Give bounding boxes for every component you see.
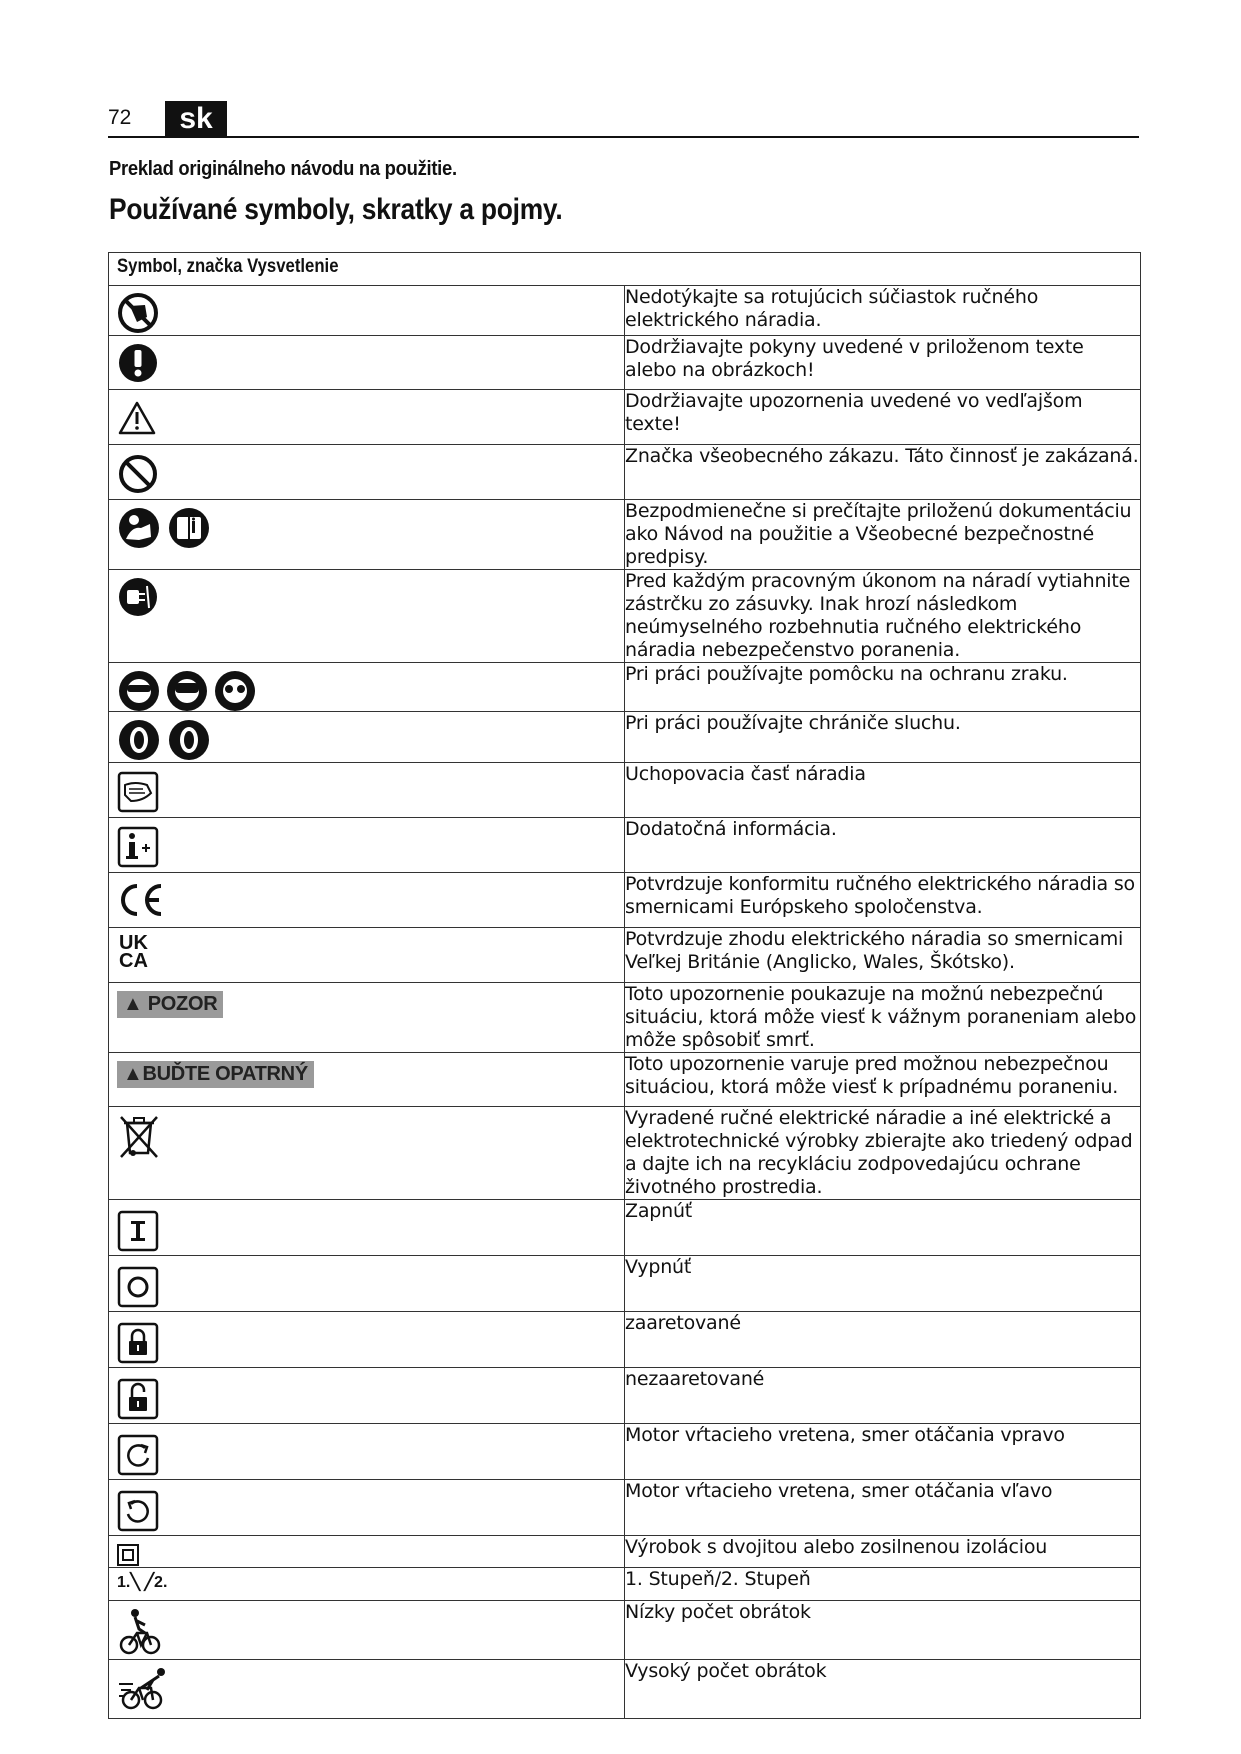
- warning-badge-icon: ▲ POZOR: [117, 991, 223, 1018]
- row-text: Nedotýkajte sa rotujúcich súčiastok ručného elektrického náradia.: [625, 286, 1141, 336]
- table-row: [109, 873, 1141, 928]
- caution-badge-icon: ▲BUĎTE OPATRNÝ: [117, 1061, 314, 1088]
- row-text: Uchopovacia časť náradia: [625, 763, 1141, 818]
- double-insulation-icon: [117, 1544, 139, 1566]
- table-row: [109, 663, 1141, 712]
- row-text: zaaretované: [625, 1312, 1141, 1368]
- unlocked-icon: [117, 1378, 159, 1420]
- table-row: [109, 1424, 1141, 1480]
- row-text: Vysoký počet obrátok: [625, 1660, 1141, 1719]
- table-row: [109, 1312, 1141, 1368]
- table-row: [109, 445, 1141, 500]
- grip-area-icon: [117, 771, 159, 813]
- locked-icon: [117, 1322, 159, 1364]
- eye-protection-icon: [117, 669, 259, 713]
- table-row: [109, 1368, 1141, 1424]
- row-text: Dodatočná informácia.: [625, 818, 1141, 873]
- power-on-icon: [117, 1210, 159, 1252]
- table-row: [109, 928, 1141, 983]
- row-text: Potvrdzuje konformitu ručného elektrického náradia so smernicami Európskeho spoločenstva.: [625, 873, 1141, 928]
- table-row: [109, 1053, 1141, 1107]
- table-row: [109, 1480, 1141, 1536]
- ce-mark-icon: [117, 881, 165, 919]
- page-title: Používané symboly, skratky a pojmy.: [109, 193, 563, 226]
- rotate-right-icon: [117, 1434, 159, 1476]
- row-text: nezaaretované: [625, 1368, 1141, 1424]
- read-manual-icon: [117, 506, 213, 550]
- table-row: [109, 1601, 1141, 1660]
- row-text: Motor vŕtacieho vretena, smer otáčania vľavo: [625, 1480, 1141, 1536]
- table-row: [109, 983, 1141, 1053]
- weee-bin-icon: [117, 1113, 161, 1159]
- document-subtitle: Preklad originálneho návodu na použitie.: [109, 158, 457, 180]
- warning-triangle-icon: [117, 400, 157, 436]
- row-text: Potvrdzuje zhodu elektrického náradia so smernicami Veľkej Británie (Anglicko, Wales, Škótsko).: [625, 928, 1141, 983]
- table-row: [109, 818, 1141, 873]
- gear-steps-icon: 1.╲ ╱2.: [117, 1574, 168, 1591]
- row-text: Pri práci používajte pomôcku na ochranu zraku.: [625, 663, 1141, 712]
- row-text: Toto upozornenie varuje pred možnou nebezpečnou situáciou, ktorá môže viesť k prípadnému poraneniu.: [625, 1053, 1141, 1107]
- table-row: [109, 763, 1141, 818]
- row-text: Pred každým pracovným úkonom na náradí vytiahnite zástrčku zo zásuvky. Inak hrozí následkom neúmyselného rozbehnutia ručného elektrického náradia nebezpečenstvo poranenia.: [625, 570, 1141, 663]
- table-header: Symbol, značka Vysvetlenie: [109, 253, 1141, 286]
- row-text: Výrobok s dvojitou alebo zosilnenou izoláciou: [625, 1536, 1141, 1568]
- table-row: [109, 336, 1141, 390]
- table-header-row: [109, 253, 1141, 286]
- table-row: [109, 1200, 1141, 1256]
- page-number: 72: [108, 106, 132, 129]
- row-text: Vyradené ručné elektrické náradie a iné elektrické a elektrotechnické výrobky zbierajte ako triedený odpad a dajte ich na recykláciu zodpovedajúcu ochrane životného prostredia.: [625, 1107, 1141, 1200]
- prohibition-icon: [117, 453, 159, 495]
- low-speed-bicycle-icon: [117, 1607, 163, 1657]
- high-speed-bicycle-icon: [117, 1666, 173, 1712]
- row-text: Dodržiavajte upozornenia uvedené vo vedľajšom texte!: [625, 390, 1141, 445]
- table-row: [109, 570, 1141, 663]
- row-text: Bezpodmienečne si prečítajte priloženú dokumentáciu ako Návod na použitie a Všeobecné bezpečnostné predpisy.: [625, 500, 1141, 570]
- table-row: [109, 500, 1141, 570]
- row-text: Vypnúť: [625, 1256, 1141, 1312]
- table-row: [109, 286, 1141, 336]
- table-row: [109, 712, 1141, 763]
- table-row: [109, 1256, 1141, 1312]
- table-row: [109, 1660, 1141, 1719]
- row-text: Značka všeobecného zákazu. Táto činnosť je zakázaná.: [625, 445, 1141, 500]
- mandatory-exclamation-icon: [117, 342, 159, 384]
- header-rule: [108, 136, 1139, 138]
- power-off-icon: [117, 1266, 159, 1308]
- ukca-mark-icon: UK CA: [119, 932, 148, 972]
- language-tag: sk: [165, 101, 227, 136]
- no-touch-rotating-icon: [117, 292, 159, 334]
- row-text: Zapnúť: [625, 1200, 1141, 1256]
- row-text: Dodržiavajte pokyny uvedené v priloženom texte alebo na obrázkoch!: [625, 336, 1141, 390]
- info-plus-icon: [117, 826, 159, 868]
- rotate-left-icon: [117, 1490, 159, 1532]
- symbols-table: [108, 252, 1141, 1719]
- unplug-icon: [117, 576, 159, 618]
- ear-protection-icon: [117, 718, 213, 762]
- row-text: Pri práci používajte chrániče sluchu.: [625, 712, 1141, 763]
- row-text: Toto upozornenie poukazuje na možnú nebezpečnú situáciu, ktorá môže viesť k vážnym poraneniam alebo môže spôsobiť smrť.: [625, 983, 1141, 1053]
- row-text: Nízky počet obrátok: [625, 1601, 1141, 1660]
- table-row: [109, 1107, 1141, 1200]
- table-row: [109, 1568, 1141, 1601]
- row-text: 1. Stupeň/2. Stupeň: [625, 1568, 1141, 1601]
- row-text: Motor vŕtacieho vretena, smer otáčania vpravo: [625, 1424, 1141, 1480]
- table-row: [109, 1536, 1141, 1568]
- table-row: [109, 390, 1141, 445]
